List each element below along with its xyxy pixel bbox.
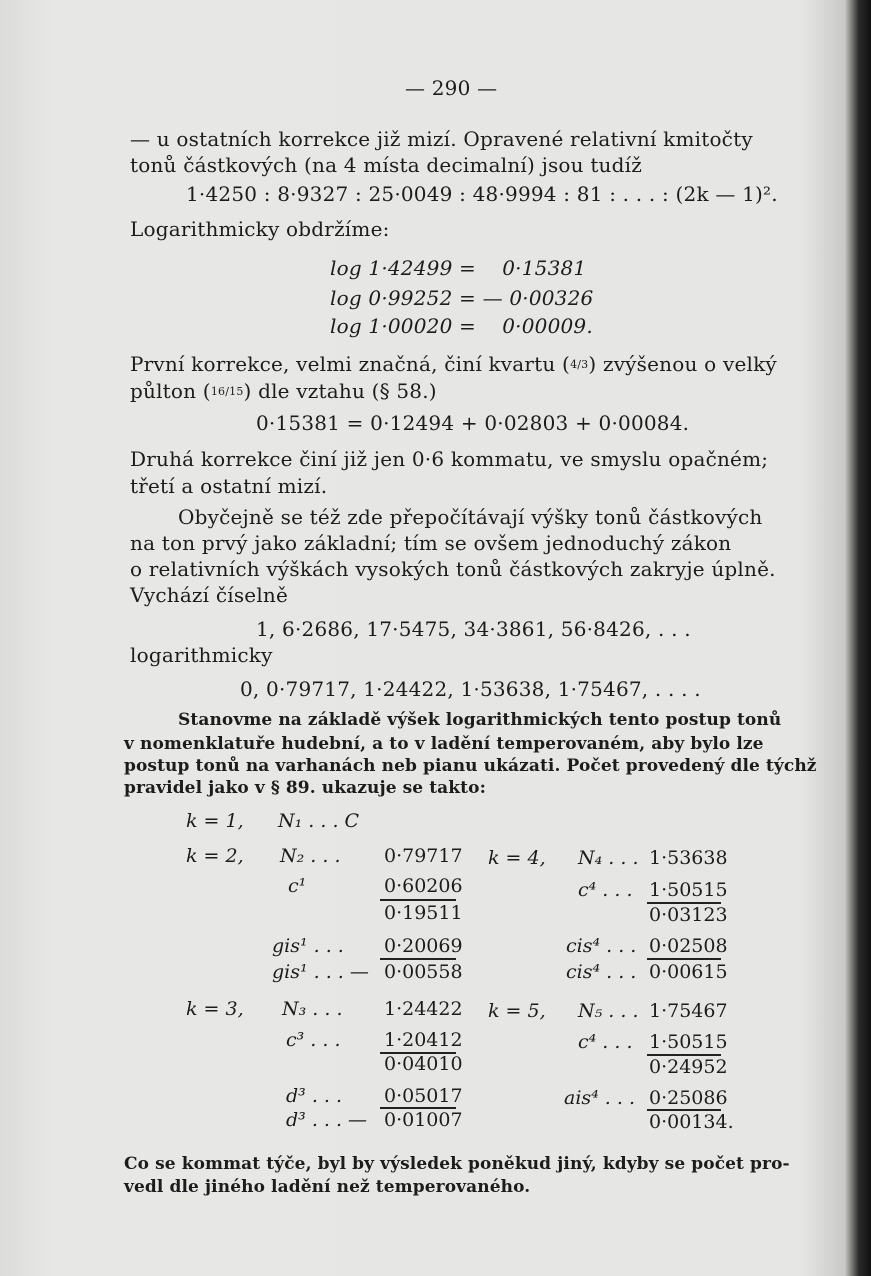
text-line: o relativních výškách vysokých tonů částkových zakryje úplně. bbox=[130, 557, 776, 581]
small-text-line: Stanovme na základě výšek logarithmických tento postup tonů bbox=[178, 710, 782, 730]
tone-label: c³ . . . bbox=[286, 1029, 341, 1051]
subtraction-line bbox=[380, 899, 456, 901]
log-equation: log 0·99252 = — 0·00326 bbox=[330, 286, 594, 310]
tone-label: ais⁴ . . . bbox=[564, 1087, 636, 1109]
calc-value: 1·53638 bbox=[649, 847, 728, 869]
k-label: k = 2, bbox=[186, 845, 244, 867]
calc-result: 0·24952 bbox=[649, 1056, 728, 1078]
k-label: k = 4, bbox=[488, 847, 546, 869]
equation: 0·15381 = 0·12494 + 0·02803 + 0·00084. bbox=[256, 411, 690, 435]
tone-label: c¹ bbox=[288, 875, 307, 897]
calc-value: 0·00615 bbox=[649, 961, 728, 983]
calc-value: 0·05017 bbox=[384, 1085, 463, 1107]
tone-label: d³ . . . — bbox=[286, 1109, 368, 1131]
subtraction-line bbox=[647, 958, 721, 960]
calc-value: 1·24422 bbox=[384, 998, 463, 1020]
text-line: — u ostatních korrekce již mizí. Opravené relativní kmitočty bbox=[130, 127, 753, 151]
text-line: logarithmicky bbox=[130, 643, 273, 667]
ratio-line: 1·4250 : 8·9327 : 25·0049 : 48·9994 : 81 : . . . : (2k — 1)². bbox=[186, 182, 778, 206]
tone-label: c⁴ . . . bbox=[578, 1031, 633, 1053]
small-text-line: pravidel jako v § 89. ukazuje se takto: bbox=[124, 778, 486, 798]
tone-label: d³ . . . bbox=[286, 1085, 343, 1107]
n-label: N₅ . . . bbox=[578, 1000, 639, 1022]
fraction: 4/3 bbox=[570, 358, 589, 371]
calc-value: 1·50515 bbox=[649, 879, 728, 901]
footnote-line: vedl dle jiného ladění než temperovaného. bbox=[124, 1177, 531, 1197]
tone-label: cis⁴ . . . bbox=[566, 935, 637, 957]
fraction: 16/15 bbox=[210, 385, 244, 398]
text-line: Druhá korrekce činí již jen 0·6 kommatu, ve smyslu opačném; bbox=[130, 447, 769, 471]
text-line: na ton prvý jako základní; tím se ovšem jednoduchý zákon bbox=[130, 531, 732, 555]
small-text-line: postup tonů na varhanách neb pianu ukázati. Počet provedený dle týchž bbox=[124, 756, 817, 776]
calc-value: 1·50515 bbox=[649, 1031, 728, 1053]
calc-result: 0·19511 bbox=[384, 902, 463, 924]
calc-value: 0·25086 bbox=[649, 1087, 728, 1109]
k-label: k = 1, bbox=[186, 810, 244, 832]
footnote-line: Co se kommat týče, byl by výsledek poněkud jiný, kdyby se počet pro- bbox=[124, 1154, 790, 1174]
subtraction-line bbox=[380, 958, 456, 960]
calc-value: 1·75467 bbox=[649, 1000, 728, 1022]
page-number: — 290 — bbox=[405, 76, 498, 100]
calc-value: 0·00558 bbox=[384, 961, 463, 983]
log-equation: log 1·00020 = 0·00009. bbox=[330, 314, 593, 338]
calc-result: 0·04010 bbox=[384, 1053, 463, 1075]
n-label: N₄ . . . bbox=[578, 847, 639, 869]
calc-value: 0·01007 bbox=[384, 1109, 463, 1131]
calc-result: 0·00134. bbox=[649, 1111, 734, 1133]
calc-value: 0·20069 bbox=[384, 935, 463, 957]
small-text-line: v nomenklatuře hudební, a to v ladění temperovaném, aby bylo lze bbox=[124, 734, 764, 754]
calc-value: 0·60206 bbox=[384, 875, 463, 897]
text-line: První korrekce, velmi značná, činí kvartu (4/3) zvýšenou o velký bbox=[130, 352, 777, 376]
calc-value: 0·79717 bbox=[384, 845, 463, 867]
n-label: N₁ . . . C bbox=[278, 810, 360, 832]
k-label: k = 5, bbox=[488, 1000, 546, 1022]
number-sequence: 1, 6·2686, 17·5475, 34·3861, 56·8426, . . . bbox=[256, 617, 691, 641]
tone-label: gis¹ . . . bbox=[272, 935, 344, 957]
k-label: k = 3, bbox=[186, 998, 244, 1020]
tone-label: c⁴ . . . bbox=[578, 879, 633, 901]
text-line: třetí a ostatní mizí. bbox=[130, 474, 328, 498]
n-label: N₂ . . . bbox=[280, 845, 341, 867]
text-line: Vychází číselně bbox=[130, 583, 289, 607]
text-line: Obyčejně se též zde přepočítávají výšky tonů částkových bbox=[178, 505, 763, 529]
calc-value: 0·02508 bbox=[649, 935, 728, 957]
calc-value: 1·20412 bbox=[384, 1029, 463, 1051]
log-equation: log 1·42499 = 0·15381 bbox=[330, 256, 587, 280]
text-line: tonů částkových (na 4 místa decimalní) jsou tudíž bbox=[130, 153, 642, 177]
tone-label: gis¹ . . . — bbox=[272, 961, 369, 983]
number-sequence: 0, 0·79717, 1·24422, 1·53638, 1·75467, . . . . bbox=[240, 677, 701, 701]
tone-label: cis⁴ . . . bbox=[566, 961, 637, 983]
calc-result: 0·03123 bbox=[649, 904, 728, 926]
text-line: Logarithmicky obdržíme: bbox=[130, 217, 390, 241]
text-line: půlton (16/15) dle vztahu (§ 58.) bbox=[130, 379, 437, 403]
n-label: N₃ . . . bbox=[282, 998, 343, 1020]
